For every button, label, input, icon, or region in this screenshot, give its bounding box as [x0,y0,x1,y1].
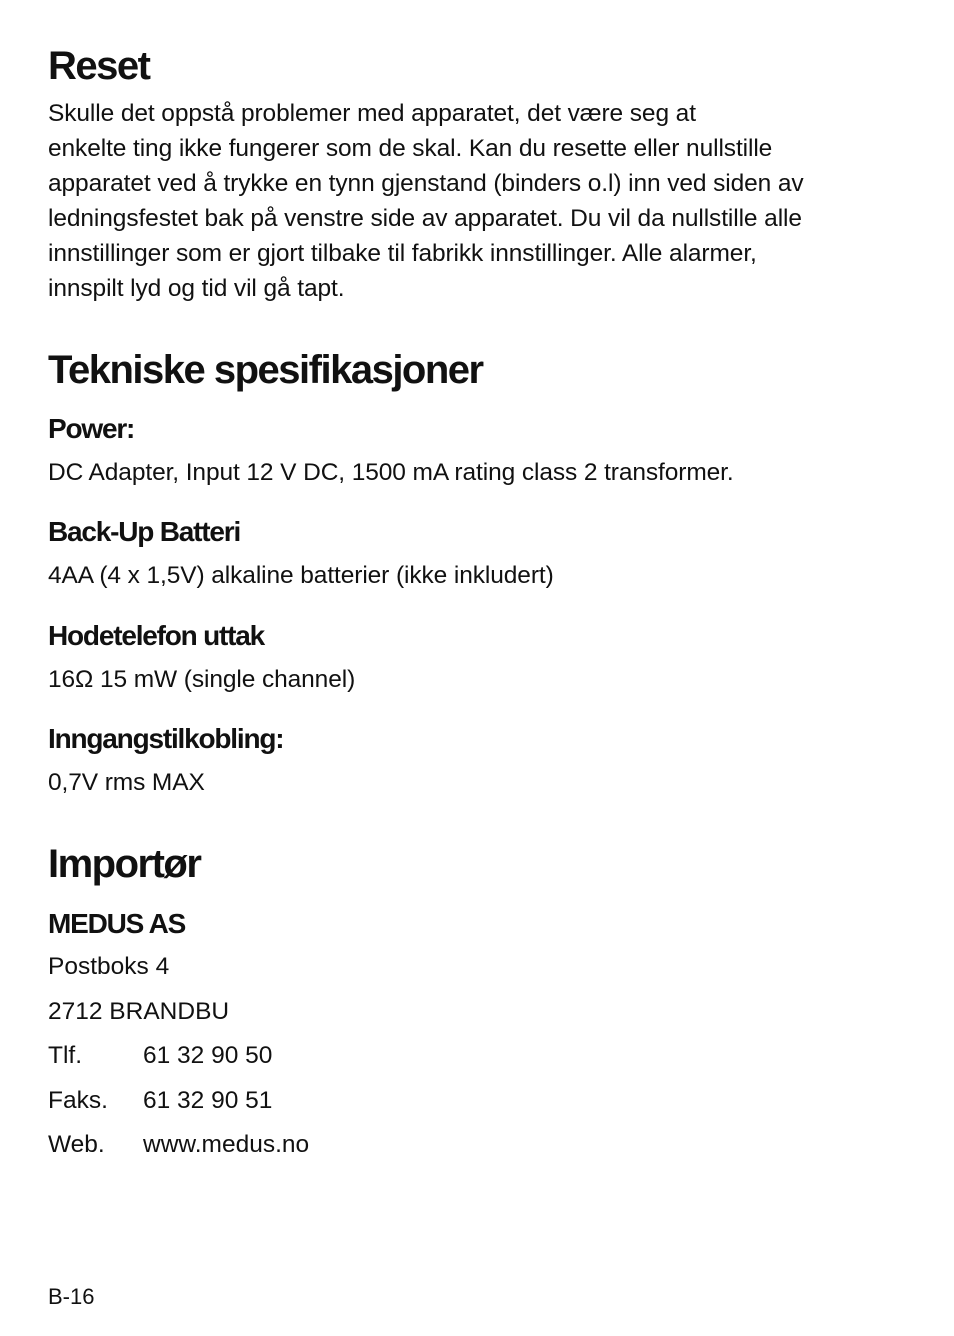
spec-value-wrap [48,558,554,593]
spec-value: 16Ω 15 mW (single channel) [48,666,356,693]
website-link[interactable]: www.medus.no [143,1131,310,1158]
fax-number: 61 32 90 51 [143,1086,273,1114]
address-line [48,945,309,990]
spec-value-wrap [48,455,734,490]
spec-value-wrap [48,662,355,697]
spec-item [48,725,283,753]
reset-line: innspilt lyd og tid vil gå tapt. [48,275,345,302]
spec-label: Hodetelefon uttak [48,620,265,651]
contact-label: Web. [48,1131,105,1158]
contact-label: Tlf. [48,1042,83,1069]
spec-value-wrap [48,765,205,800]
phone-number: 61 32 90 50 [143,1042,273,1069]
reset-line: ledningsfestet bak på venstre side av apparatet. Du vil da nullstille alle [48,205,802,232]
spec-item [48,415,134,443]
spec-value: 4AA (4 x 1,5V) alkaline batterier (ikke inkludert) [48,562,554,589]
importer-section [48,844,200,884]
spec-value: 0,7V rms MAX [48,769,205,796]
spec-item [48,622,264,650]
contact-row-web [48,1123,309,1168]
specs-section [48,350,483,390]
spec-label: Power: [48,413,135,444]
reset-heading: Reset [48,44,150,88]
reset-line: apparatet ved å trykke en tynn gjenstand (binders o.l) inn ved siden av [48,170,804,197]
specs-heading: Tekniske spesifikasjoner [48,348,483,392]
spec-label: Back-Up Batteri [48,516,241,547]
page-number: B-16 [48,1284,95,1309]
address-text: 2712 BRANDBU [48,997,230,1025]
contact-row-fax [48,1079,309,1124]
reset-line: innstillinger som er gjort tilbake til fabrikk innstillinger. Alle alarmer, [48,240,757,267]
company-name: MEDUS AS [48,908,186,939]
reset-line: Skulle det oppstå problemer med apparatet, det være seg at [48,100,696,127]
address-line [48,990,309,1035]
contact-row-phone [48,1034,309,1079]
spec-item [48,518,240,546]
reset-line: enkelte ting ikke fungerer som de skal. Kan du resette eller nullstille [48,135,773,162]
address-block [48,945,309,1168]
contact-label: Faks. [48,1086,108,1114]
address-text: Postboks 4 [48,953,170,980]
reset-section [48,46,149,86]
spec-value: DC Adapter, Input 12 V DC, 1500 mA rating class 2 transformer. [48,459,734,486]
reset-body [48,96,928,306]
company-name-wrap [48,910,185,938]
importer-heading: Importør [48,842,201,886]
spec-label: Inngangstilkobling: [48,723,284,754]
